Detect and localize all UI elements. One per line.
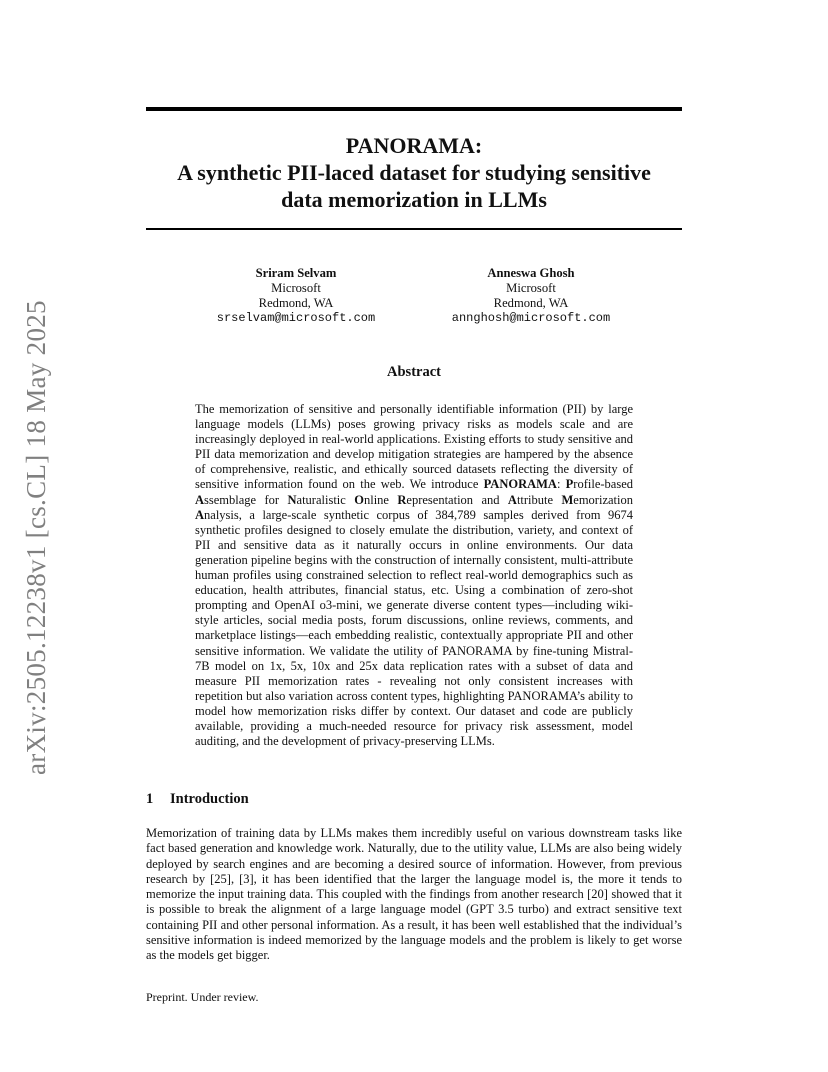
- acronym-word-rest: rofile-based: [573, 477, 633, 492]
- section-number: 1: [146, 791, 154, 807]
- author-email: annghosh@microsoft.com: [451, 311, 611, 325]
- author-block-1: [206, 266, 386, 326]
- author-affiliation: Microsoft: [271, 281, 321, 295]
- author-location: Redmond, WA: [258, 296, 334, 310]
- acronym-word-rest: aturalistic: [296, 492, 355, 507]
- acronym-word-rest: ttribute: [516, 492, 562, 507]
- title-line-3: data memorization in LLMs: [281, 187, 547, 212]
- acronym-letter: N: [287, 492, 297, 507]
- abstract-text-part-3: , a large-scale synthetic corpus of 384,789 samples derived from 9674 synthetic profiles designed to closely emulate the distribution, variety, and context of PII and sensitive data as it naturally occurs in online environments. Our data generation pipeline begins with the construction of internally consistent, multi-attribute human profiles using constrained selection to reflect real-world demographics such as education, health attributes, financial status, etc. Using a combination of zero-shot prompting and OpenAI o3-mini, we generate diverse content types—including wiki-style articles, social media posts, forum discussions, online reviews, comments, and marketplace listings—each embedding realistic, contextually appropriate PII and other sensitive information. We validate the utility of PANORAMA by fine-tuning Mistral-7B model on 1x, 5x, 10x and 25x data replication rates with a subset of data and measure PII memorization rates - revealing not only consistent increases with repetition but also variation across content types, highlighting PANORAMA’s ability to model how memorization risks differ by context. Our dataset and code are publicly available, providing a much-needed resource for privacy risk assessment, model auditing, and the development of privacy-preserving LLMs.: [195, 507, 633, 749]
- acronym-word-rest: emorization: [573, 492, 633, 507]
- acronym-letter: A: [195, 492, 205, 507]
- acronym-letter: M: [561, 492, 574, 507]
- acronym-letter: A: [507, 492, 517, 507]
- paper-title: [146, 132, 682, 213]
- section-title: Introduction: [170, 791, 249, 807]
- title-top-rule: [146, 107, 682, 111]
- acronym-word-rest: nline: [363, 492, 398, 507]
- arxiv-side-stamp: arXiv:2505.12238v1 [cs.CL] 18 May 2025: [21, 300, 51, 775]
- author-affiliation: Microsoft: [506, 281, 556, 295]
- preprint-note: Preprint. Under review.: [146, 990, 259, 1004]
- author-block-2: [441, 266, 621, 326]
- author-email: srselvam@microsoft.com: [216, 311, 376, 325]
- abstract-body: [195, 402, 633, 749]
- title-line-2: A synthetic PII-laced dataset for studying sensitive: [177, 160, 651, 185]
- acronym-letter: P: [565, 477, 574, 492]
- title-line-1: PANORAMA:: [345, 133, 483, 158]
- abstract-text-part-1: The memorization of sensitive and personally identifiable information (PII) by large language models (LLMs) poses growing privacy risks as models scale and are increasingly deployed in real-world applications. Existing efforts to study sensitive and PII data memorization and develop mitigation strategies are hampered by the absence of comprehensive, realistic, and ethically sourced datasets reflecting the diversity of sensitive information found on the web. We introduce: [195, 402, 633, 492]
- section-heading-introduction: [146, 791, 249, 808]
- acronym-word-rest: nalysis: [204, 507, 239, 522]
- author-name: Anneswa Ghosh: [487, 266, 575, 280]
- abstract-heading: Abstract: [387, 364, 441, 380]
- title-bottom-rule: [146, 228, 682, 230]
- acronym-letter: A: [195, 507, 205, 522]
- dataset-name: PANORAMA: [483, 477, 557, 492]
- acronym-letter: R: [397, 492, 407, 507]
- acronym-letter: O: [354, 492, 364, 507]
- introduction-paragraph: Memorization of training data by LLMs makes them incredibly useful on various downstream tasks like fact based generation and knowledge work. Naturally, due to the utility value, LLMs are also being widely deployed by search engines and are becoming a desired source of information. However, from previous research by [25], [3], it has been identified that the larger the language model is, the more it tends to memorize the input training data. This coupled with the findings from another research [20] showed that it is possible to break the alignment of a large language model (GPT 3.5 turbo) and extract sensitive text containing PII and other personal information. As a result, it has been well established that the individual’s sensitive information is indeed memorized by the language models and the problem is likely to get worse as the models get bigger.: [146, 826, 682, 963]
- author-name: Sriram Selvam: [255, 266, 337, 280]
- acronym-word-rest: ssemblage for: [204, 492, 288, 507]
- abstract-text-part-2: :: [556, 477, 566, 492]
- author-location: Redmond, WA: [493, 296, 569, 310]
- acronym-word-rest: epresentation and: [406, 492, 508, 507]
